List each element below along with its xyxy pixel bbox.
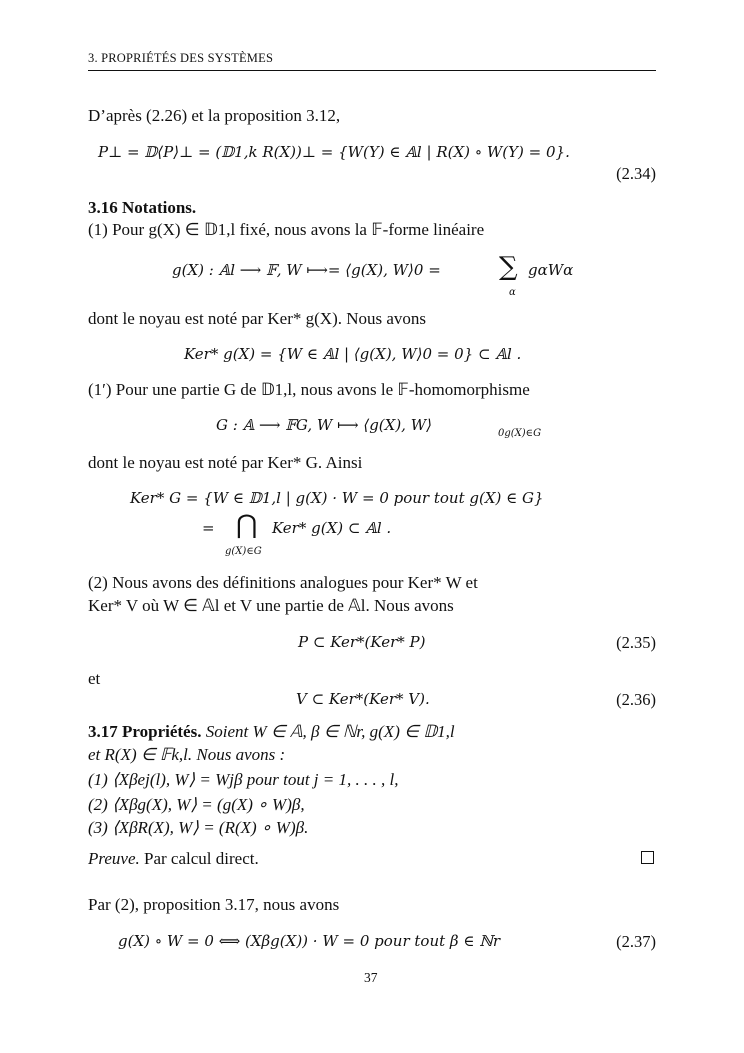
intersection-symbol: ⋂ <box>236 510 258 540</box>
text-line: Par calcul direct. <box>139 849 259 868</box>
property-1: (1) ⟨Xβej(l), W⟩ = Wjβ pour tout j = 1, . . . , l, <box>88 770 399 789</box>
equation-number: (2.37) <box>616 932 656 951</box>
equation-part: = <box>202 519 215 537</box>
equation-part: gαWα <box>528 261 574 279</box>
running-header: 3. PROPRIÉTÉS DES SYSTÈMES <box>88 51 274 65</box>
text-line: (1) Pour g(X) ∈ 𝔻1,l fixé, nous avons la 𝔽-forme linéaire <box>88 220 485 239</box>
equation-2-37: g(X) ∘ W = 0 ⟺ (Xβg(X)) · W = 0 pour tout β ∈ ℕr <box>118 932 501 950</box>
text-line: (2) Nous avons des définitions analogues pour Ker* W et <box>88 573 478 592</box>
equation-homomorphism: G : 𝔸 ⟶ 𝔽G, W ⟼ ⟨g(X), W⟩ <box>216 416 432 434</box>
text-line: Ker* V où W ∈ 𝔸l et V une partie de 𝔸l. Nous avons <box>88 596 454 615</box>
equation-linear-form: g(X) : 𝔸l ⟶ 𝔽, W ⟼= ⟨g(X), W⟩0 = <box>172 261 441 279</box>
text-line: Par (2), proposition 3.17, nous avons <box>88 895 340 914</box>
equation-kernel: Ker* g(X) = {W ∈ 𝔸l | ⟨g(X), W⟩0 = 0} ⊂ 𝔸l . <box>184 345 522 363</box>
text-line: et <box>88 669 101 688</box>
intersection-index: g(X)∈G <box>225 546 262 557</box>
equation-2-35: P ⊂ Ker*(Ker* P) <box>298 633 426 651</box>
equation-part: Ker* g(X) ⊂ 𝔸l . <box>272 519 392 537</box>
sum-index: α <box>509 287 516 298</box>
equation-number: (2.35) <box>616 633 656 652</box>
section-heading: 3.16 Notations. <box>88 198 197 217</box>
header-rule <box>88 70 656 71</box>
property-2: (2) ⟨Xβg(X), W⟩ = (g(X) ∘ W)β, <box>88 795 305 814</box>
equation-subscript: 0g(X)∈G <box>498 428 542 439</box>
proof-label: Preuve. <box>88 849 140 868</box>
text-line: (1′) Pour une partie G de 𝔻1,l, nous avons le 𝔽-homomorphisme <box>88 380 530 399</box>
text-line: dont le noyau est noté par Ker* g(X). Nous avons <box>88 309 427 328</box>
equation-kernel-g: Ker* G = {W ∈ 𝔻1,l | g(X) · W = 0 pour tout g(X) ∈ G} <box>130 489 544 507</box>
equation-2-34: P⊥ = 𝔻⟨P⟩⊥ = (𝔻1,k R(X))⊥ = {W(Y) ∈ 𝔸l | R(X) ∘ W(Y) = 0}. <box>98 143 570 161</box>
text-line: Soient W ∈ 𝔸, β ∈ ℕr, g(X) ∈ 𝔻1,l <box>201 722 455 741</box>
text-line: dont le noyau est noté par Ker* G. Ainsi <box>88 453 363 472</box>
qed-square <box>641 851 654 864</box>
equation-number: (2.36) <box>616 690 656 709</box>
text-line: et R(X) ∈ 𝔽k,l. Nous avons : <box>88 745 286 764</box>
section-heading: 3.17 Propriétés. <box>88 722 202 741</box>
equation-number: (2.34) <box>616 164 656 183</box>
page-number: 37 <box>364 970 378 985</box>
sum-symbol: ∑ <box>499 252 518 282</box>
text-line: D’après (2.26) et la proposition 3.12, <box>88 106 341 125</box>
property-3: (3) ⟨XβR(X), W⟩ = (R(X) ∘ W)β. <box>88 818 309 837</box>
equation-2-36: V ⊂ Ker*(Ker* V). <box>296 690 430 708</box>
